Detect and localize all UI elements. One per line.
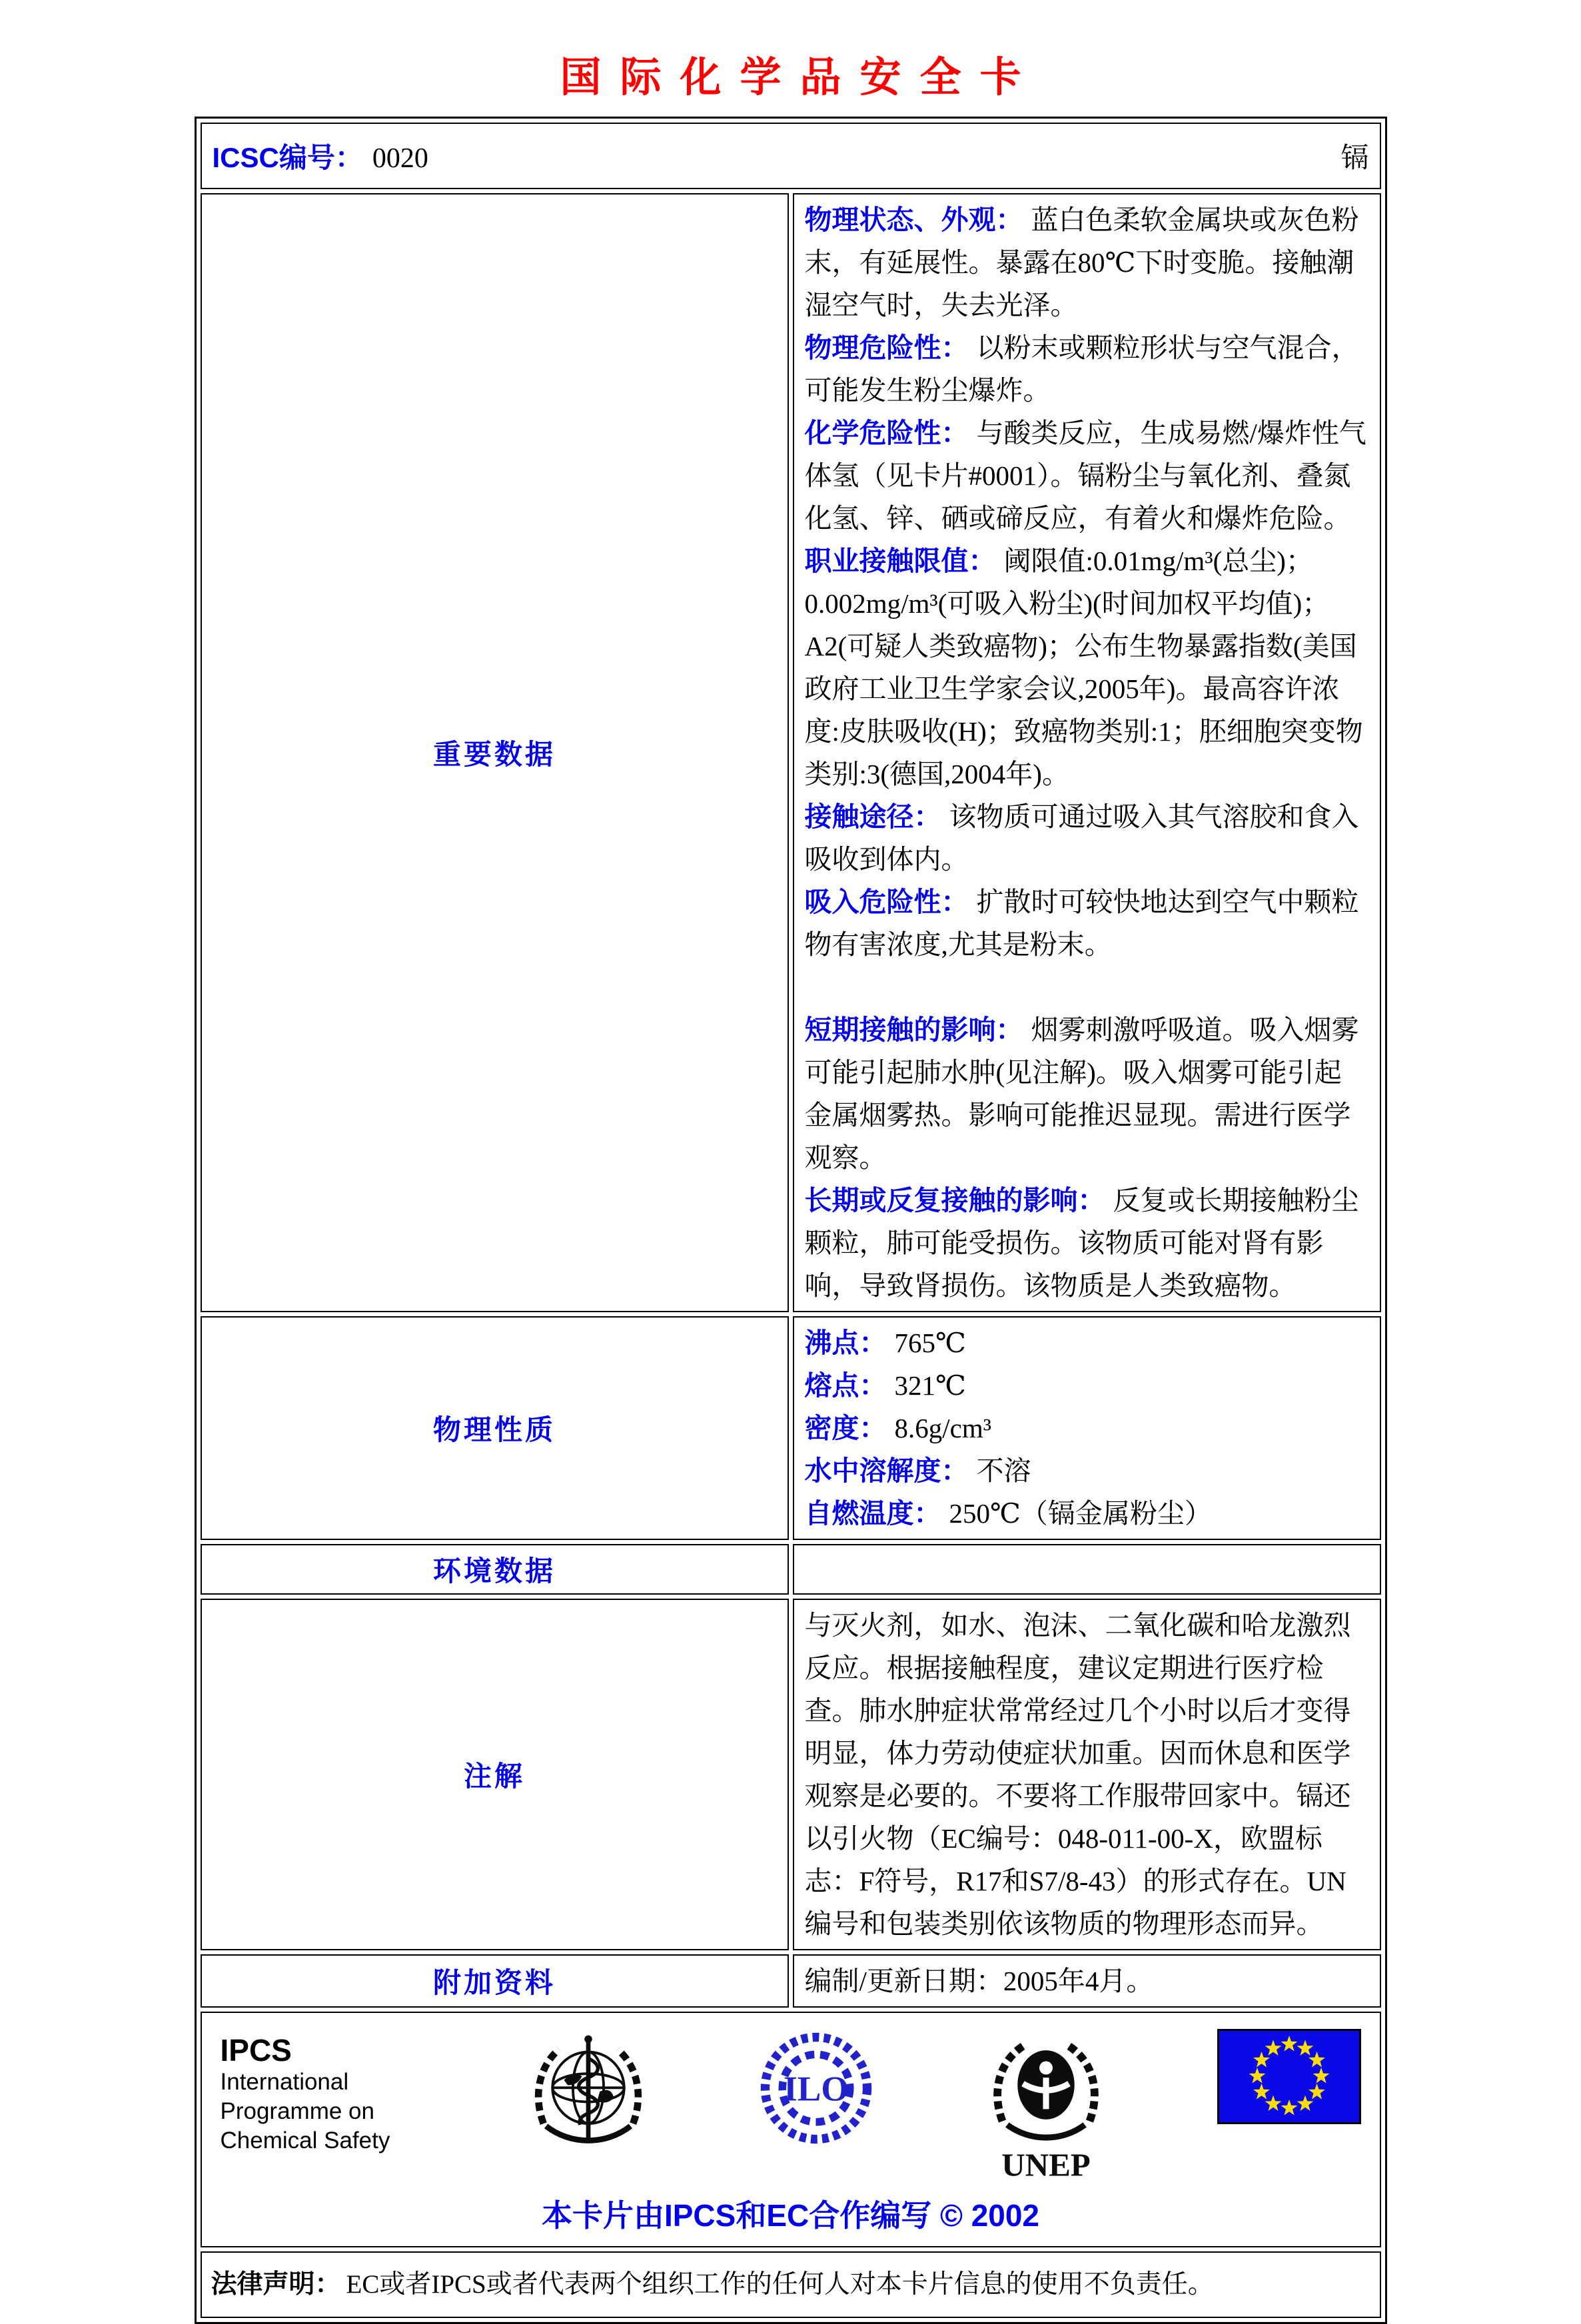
ipcs-line: Chemical Safety [220,2128,390,2153]
substance-name: 镉 [1340,143,1369,174]
para-label: 职业接触限值： [804,546,996,576]
para-text: 烟雾刺激呼吸道。吸入烟雾可能引起肺水肿(见注解)。吸入烟雾可能引起金属烟雾热。影响可能推迟显现。需进行医学观察。 [804,1014,1359,1173]
icsc-number [213,136,428,176]
para-label: 短期接触的影响： [804,1014,1023,1045]
additional-info-row [201,1954,1381,2008]
ipcs-abbr: IPCS [220,2033,292,2068]
update-date-value: 2005年4月。 [1003,1966,1154,1996]
para-text: 扩散时可较快地达到空气中颗粒物有害浓度,尤其是粉末。 [804,887,1359,960]
physical-properties-content [793,1316,1381,1540]
para-label: 物理状态、外观： [804,204,1023,235]
important-data-content [793,193,1381,1312]
physical-properties-row [201,1316,1381,1540]
para-text: 以粉末或颗粒形状与空气混合，可能发生粉尘爆炸。 [804,332,1359,406]
ilo-logo-icon [757,2029,875,2147]
prop-autoignition-temp [805,1492,1369,1535]
legal-text: EC或者IPCS或者代表两个组织工作的任何人对本卡片信息的使用不负责任。 [346,2270,1214,2299]
section-label-physical-properties: 物理性质 [201,1316,789,1540]
prop-label: 密度： [804,1413,887,1443]
para-physical-danger [805,326,1369,412]
prop-boiling-point [805,1322,1369,1364]
prop-melting-point [805,1364,1369,1407]
legal-row [201,2251,1381,2318]
ipcs-line: International [220,2069,349,2095]
para-chemical-danger [805,412,1369,540]
prop-label: 沸点： [804,1328,887,1358]
prop-density [805,1407,1369,1449]
para-text: 阈限值:0.01mg/m³(总尘)；0.002mg/m³(可吸入粉尘)(时间加权平均值)；A2(可疑人类致癌物)；公布生物暴露指数(美国政府工业卫生学家会议,2005年)。最高容许浓度:皮肤吸收(H)；致癌物类别:1；胚细胞突变物类别:3(德国,2004年)。 [804,546,1363,789]
who-logo-icon [524,2029,652,2157]
blank-line [805,966,1369,1008]
para-inhalation-risk [805,881,1369,966]
ipcs-text-block [221,2029,420,2155]
para-label: 长期或反复接触的影响： [804,1185,1105,1216]
notes-content: 与灭火剂，如水、泡沫、二氧化碳和哈龙激烈反应。根据接触程度，建议定期进行医疗检查。肺水肿症状常常经过几个小时以后才变得明显，体力劳动使症状加重。因而休息和医学观察是必要的。不要将工作服带回家中。镉还以引火物（EC编号：048-011-00-X，欧盟标志：F符号，R17和S7/8-43）的形式存在。UN编号和包装类别依该物质的物理形态而异。 [793,1599,1381,1950]
unep-logo-icon [979,2029,1113,2181]
environmental-data-row [201,1544,1381,1595]
section-label-additional-info: 附加资料 [201,1954,789,2008]
eu-flag-icon [1217,2029,1361,2124]
prop-label: 熔点： [804,1370,887,1401]
prop-label: 自燃温度： [804,1498,941,1529]
para-long-term-effects [805,1179,1369,1307]
icsc-number-value: 0020 [372,143,428,174]
header-row [201,123,1381,189]
prop-water-solubility [805,1449,1369,1492]
section-label-important-data: 重要数据 [201,193,789,1312]
unep-logo-text: UNEP [1001,2146,1091,2181]
ilo-logo-text: ILO [783,2068,849,2109]
prop-value: 8.6g/cm³ [894,1413,992,1443]
legal-label: 法律声明： [211,2270,341,2299]
ipcs-line: Programme on [220,2098,374,2124]
update-date-label: 编制/更新日期： [804,1966,1003,1996]
para-text: 反复或长期接触粉尘颗粒，肺可能受损伤。该物质可能对肾有影响，导致肾损伤。该物质是人类致癌物。 [804,1185,1359,1301]
icsc-card-table [195,117,1387,2324]
icsc-number-label: ICSC编号： [212,142,363,173]
section-label-environmental-data: 环境数据 [201,1544,789,1595]
para-text: 与酸类反应，生成易燃/爆炸性气体氢（见卡片#0001）。镉粉尘与氧化剂、叠氮化氢、锌、硒或碲反应，有着火和爆炸危险。 [804,418,1366,534]
para-label: 化学危险性： [804,418,969,448]
prop-value: 不溶 [976,1455,1031,1486]
prop-label: 水中溶解度： [804,1455,969,1486]
legal-cell [201,2251,1381,2318]
prop-value: 765℃ [894,1328,966,1358]
para-label: 物理危险性： [804,332,969,363]
para-text: 该物质可通过吸入其气溶胶和食入吸收到体内。 [804,801,1359,875]
additional-info-content [793,1954,1381,2008]
important-data-row [201,193,1381,1312]
para-occupational-limits [805,540,1369,795]
para-label: 接触途径： [804,801,941,832]
para-text: 蓝白色柔软金属块或灰色粉末，有延展性。暴露在80℃下时变脆。接触潮湿空气时，失去光泽。 [804,204,1359,320]
para-short-term-effects [805,1008,1369,1179]
footer-caption: 本卡片由IPCS和EC合作编写 © 2002 [541,2198,1040,2233]
footer-cell [201,2012,1381,2247]
notes-row [201,1599,1381,1950]
header-cell [201,123,1381,189]
prop-value: 321℃ [894,1370,966,1401]
para-physical-state [805,198,1369,326]
para-label: 吸入危险性： [804,887,969,917]
footer-row [201,2012,1381,2247]
logo-row [215,2029,1366,2181]
environmental-data-content [793,1544,1381,1595]
para-exposure-routes [805,795,1369,881]
prop-value: 250℃（镉金属粉尘） [949,1498,1212,1529]
page-title: 国际化学品安全卡 [560,55,1040,101]
section-label-notes: 注解 [201,1599,789,1950]
